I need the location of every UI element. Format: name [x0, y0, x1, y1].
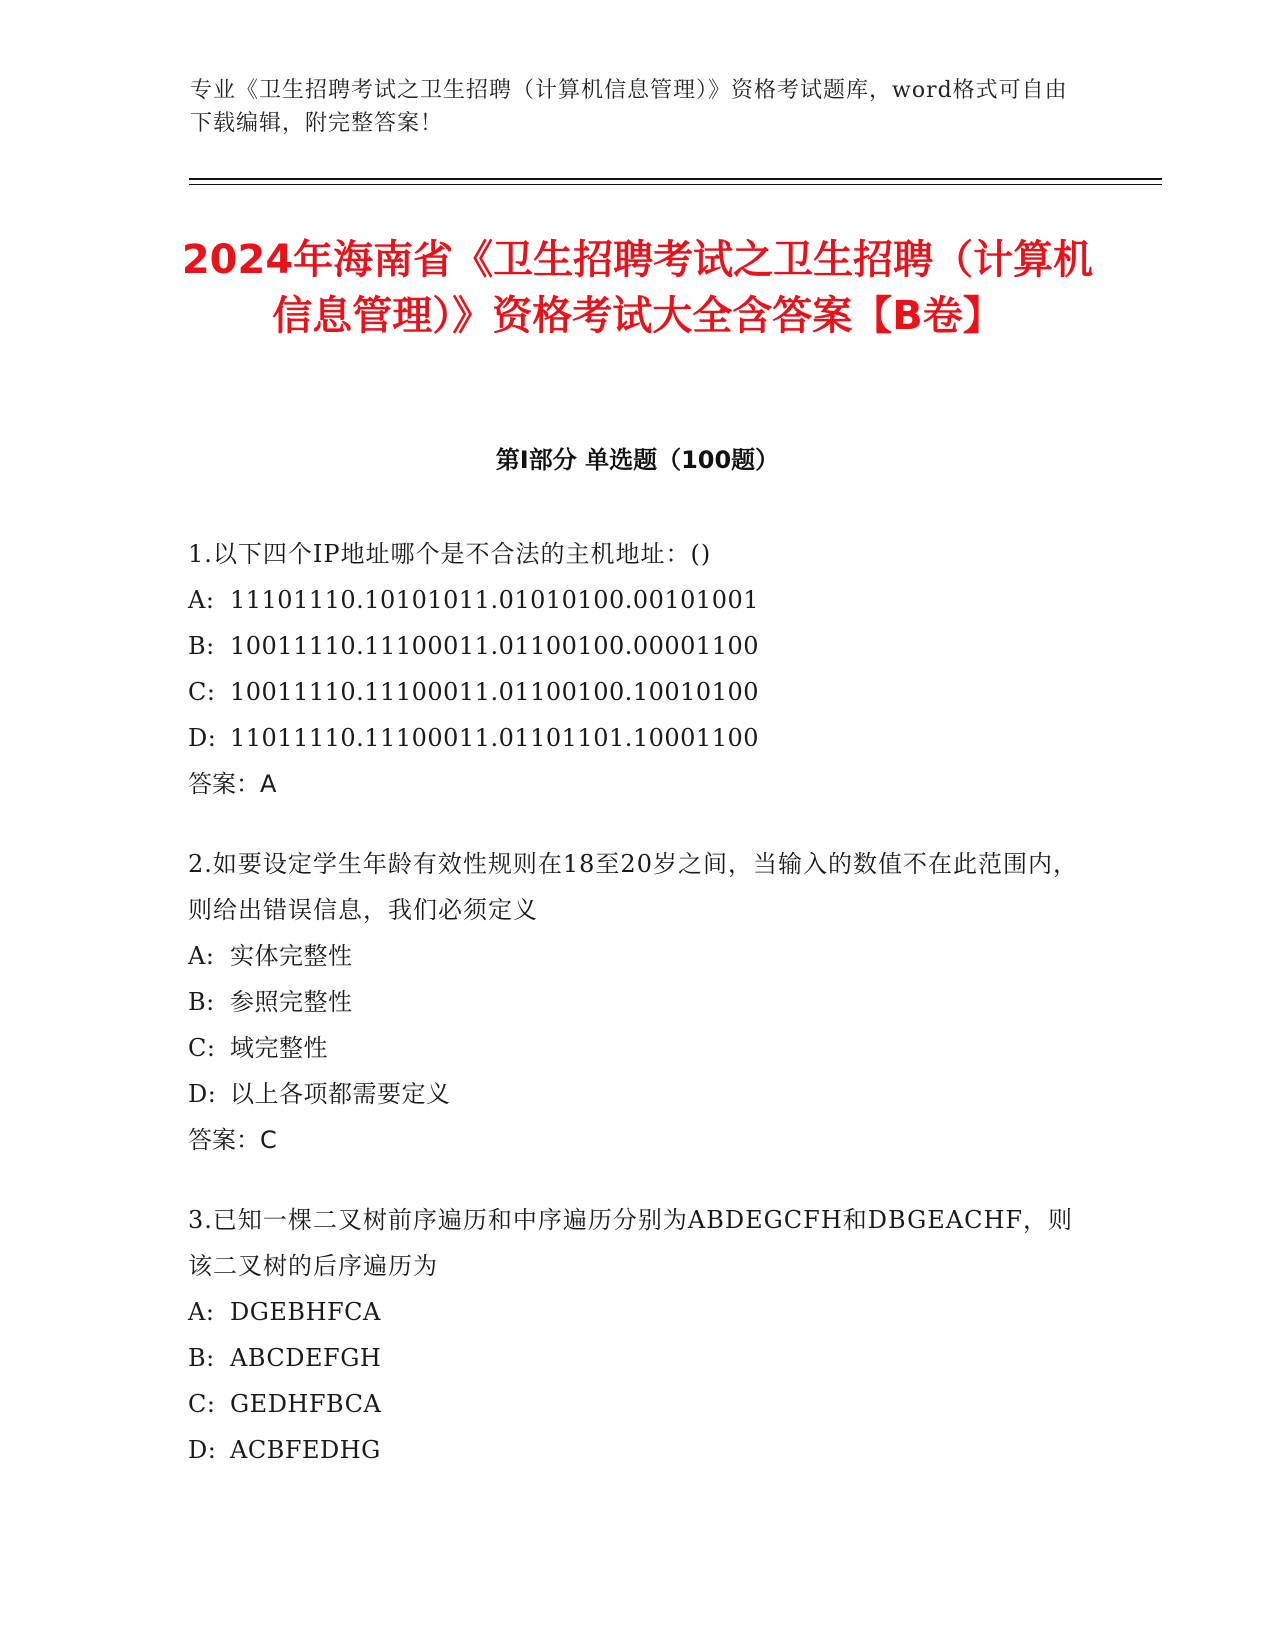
option-letter: D: — [188, 1436, 217, 1464]
option-letter: B: — [188, 1344, 215, 1372]
option-letter: A: — [188, 1298, 215, 1326]
section-title: 第I部分 单选题（100题） — [495, 446, 780, 474]
option-text: 10011110.11100011.01100100.00001100 — [230, 632, 760, 660]
option-c — [188, 669, 1088, 715]
option-text: ACBFEDHG — [230, 1436, 381, 1464]
option-b — [188, 1335, 1088, 1381]
question-3 — [188, 1197, 1088, 1473]
option-letter: A: — [188, 586, 215, 614]
option-letter: C: — [188, 1390, 216, 1418]
option-text: 实体完整性 — [230, 942, 353, 970]
option-text: DGEBHFCA — [230, 1298, 381, 1326]
option-a — [188, 577, 1088, 623]
header-divider-thin — [189, 184, 1162, 185]
option-letter: A: — [188, 942, 215, 970]
option-text: ABCDEFGH — [230, 1344, 382, 1372]
option-a — [188, 1289, 1088, 1335]
document-title: 2024年海南省《卫生招聘考试之卫生招聘（计算机信息管理）》资格考试大全含答案【B卷】 — [181, 237, 1094, 339]
header-note: 专业《卫生招聘考试之卫生招聘（计算机信息管理）》资格考试题库，word格式可自由下载编辑，附完整答案！ — [190, 78, 1068, 136]
option-b — [188, 979, 1088, 1025]
question-1 — [188, 531, 1088, 807]
answer-line: 答案：A — [188, 770, 277, 798]
answer-line: 答案：C — [188, 1126, 277, 1154]
option-c — [188, 1381, 1088, 1427]
option-text: 11011110.11100011.01101101.10001100 — [230, 724, 760, 752]
option-text: 参照完整性 — [230, 988, 353, 1016]
option-letter: C: — [188, 1034, 216, 1062]
option-text: 11101110.10101011.01010100.00101001 — [230, 586, 760, 614]
option-d — [188, 715, 1088, 761]
option-letter: D: — [188, 724, 217, 752]
option-letter: B: — [188, 988, 215, 1016]
option-d — [188, 1427, 1088, 1473]
option-b — [188, 623, 1088, 669]
option-a — [188, 933, 1088, 979]
option-text: 以上各项都需要定义 — [230, 1080, 451, 1108]
question-stem: 2.如要设定学生年龄有效性规则在18至20岁之间，当输入的数值不在此范围内，则给出错误信息，我们必须定义 — [188, 850, 1078, 924]
option-text: GEDHFBCA — [230, 1390, 382, 1418]
option-letter: D: — [188, 1080, 217, 1108]
question-stem: 3.已知一棵二叉树前序遍历和中序遍历分别为ABDEGCFH和DBGEACHF，则该二叉树的后序遍历为 — [188, 1206, 1074, 1280]
option-letter: C: — [188, 678, 216, 706]
option-c — [188, 1025, 1088, 1071]
option-letter: B: — [188, 632, 215, 660]
option-d — [188, 1071, 1088, 1117]
question-stem: 1.以下四个IP地址哪个是不合法的主机地址：() — [188, 540, 712, 568]
question-2 — [188, 841, 1088, 1163]
question-list — [188, 531, 1088, 1507]
option-text: 10011110.11100011.01100100.10010100 — [230, 678, 760, 706]
header-divider-thick — [189, 178, 1162, 180]
option-text: 域完整性 — [230, 1034, 328, 1062]
